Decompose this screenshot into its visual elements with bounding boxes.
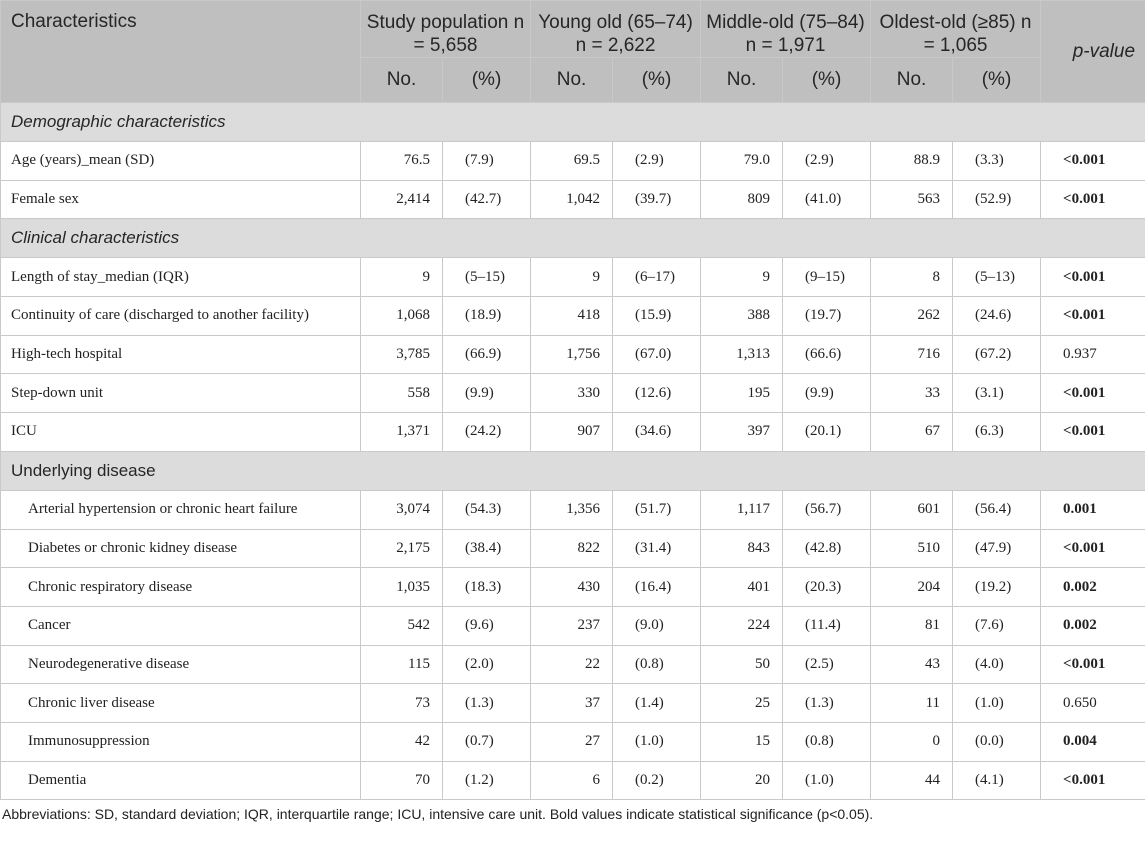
- cell-p-value: 0.937: [1041, 335, 1145, 374]
- table-row: [1, 297, 1145, 336]
- cell-percent: (6.3): [953, 413, 1041, 452]
- cell-percent: (7.6): [953, 606, 1041, 645]
- cell-count: 115: [361, 645, 443, 684]
- cell-percent: (1.0): [613, 722, 701, 761]
- cell-p-value: 0.002: [1041, 568, 1145, 607]
- cell-percent: (66.9): [443, 335, 531, 374]
- section-row: [1, 103, 1145, 142]
- table-row: [1, 142, 1145, 181]
- cell-percent: (66.6): [783, 335, 871, 374]
- cell-count: 809: [701, 180, 783, 219]
- section-row: [1, 219, 1145, 258]
- cell-p-value: <0.001: [1041, 142, 1145, 181]
- cell-count: 237: [531, 606, 613, 645]
- table-row: [1, 529, 1145, 568]
- cell-count: 27: [531, 722, 613, 761]
- cell-count: 8: [871, 258, 953, 297]
- cell-count: 716: [871, 335, 953, 374]
- cell-percent: (15.9): [613, 297, 701, 336]
- row-label: Dementia: [1, 761, 361, 800]
- header-middle-old: Middle-old (75–84) n = 1,971: [701, 1, 871, 58]
- header-no: No.: [531, 58, 613, 103]
- cell-count: 9: [701, 258, 783, 297]
- cell-count: 15: [701, 722, 783, 761]
- cell-p-value: <0.001: [1041, 529, 1145, 568]
- cell-percent: (1.0): [783, 761, 871, 800]
- cell-count: 542: [361, 606, 443, 645]
- cell-percent: (31.4): [613, 529, 701, 568]
- cell-count: 73: [361, 684, 443, 723]
- cell-percent: (18.3): [443, 568, 531, 607]
- cell-count: 43: [871, 645, 953, 684]
- cell-count: 843: [701, 529, 783, 568]
- cell-count: 1,313: [701, 335, 783, 374]
- cell-count: 558: [361, 374, 443, 413]
- table-row: [1, 413, 1145, 452]
- cell-count: 81: [871, 606, 953, 645]
- table-row: [1, 374, 1145, 413]
- header-p-value: p-value: [1041, 1, 1145, 103]
- cell-percent: (24.2): [443, 413, 531, 452]
- cell-percent: (2.9): [783, 142, 871, 181]
- header-study-population: Study population n = 5,658: [361, 1, 531, 58]
- cell-count: 50: [701, 645, 783, 684]
- section-heading: Demographic characteristics: [1, 103, 1145, 142]
- cell-percent: (16.4): [613, 568, 701, 607]
- row-label: Chronic liver disease: [1, 684, 361, 723]
- cell-count: 601: [871, 490, 953, 529]
- cell-count: 3,785: [361, 335, 443, 374]
- header-young-old: Young old (65–74) n = 2,622: [531, 1, 701, 58]
- table-row: [1, 761, 1145, 800]
- cell-percent: (5–15): [443, 258, 531, 297]
- cell-count: 1,068: [361, 297, 443, 336]
- cell-count: 1,356: [531, 490, 613, 529]
- header-pct: (%): [613, 58, 701, 103]
- table-body: [1, 103, 1145, 800]
- table-row: [1, 606, 1145, 645]
- cell-count: 79.0: [701, 142, 783, 181]
- cell-p-value: <0.001: [1041, 761, 1145, 800]
- row-label: ICU: [1, 413, 361, 452]
- cell-percent: (7.9): [443, 142, 531, 181]
- header-characteristics: Characteristics: [1, 1, 361, 103]
- cell-percent: (1.2): [443, 761, 531, 800]
- row-label: Age (years)_mean (SD): [1, 142, 361, 181]
- cell-count: 1,035: [361, 568, 443, 607]
- cell-percent: (0.7): [443, 722, 531, 761]
- cell-percent: (11.4): [783, 606, 871, 645]
- row-label: Cancer: [1, 606, 361, 645]
- header-pct: (%): [783, 58, 871, 103]
- cell-count: 204: [871, 568, 953, 607]
- cell-count: 3,074: [361, 490, 443, 529]
- cell-percent: (6–17): [613, 258, 701, 297]
- cell-count: 20: [701, 761, 783, 800]
- header-no: No.: [361, 58, 443, 103]
- cell-count: 9: [531, 258, 613, 297]
- cell-count: 1,042: [531, 180, 613, 219]
- cell-count: 1,371: [361, 413, 443, 452]
- cell-count: 262: [871, 297, 953, 336]
- row-label: Female sex: [1, 180, 361, 219]
- cell-percent: (20.1): [783, 413, 871, 452]
- cell-percent: (9.9): [443, 374, 531, 413]
- cell-count: 563: [871, 180, 953, 219]
- cell-percent: (0.8): [613, 645, 701, 684]
- cell-count: 1,117: [701, 490, 783, 529]
- cell-p-value: 0.650: [1041, 684, 1145, 723]
- table-footnote: Abbreviations: SD, standard deviation; IQR, interquartile range; ICU, intensive care unit. Bold values indicate statistical significance (p<0.05).: [2, 806, 874, 823]
- section-heading: Underlying disease: [1, 451, 1145, 490]
- cell-percent: (2.9): [613, 142, 701, 181]
- cell-count: 76.5: [361, 142, 443, 181]
- row-label: Immunosuppression: [1, 722, 361, 761]
- cell-percent: (0.0): [953, 722, 1041, 761]
- cell-count: 224: [701, 606, 783, 645]
- cell-percent: (34.6): [613, 413, 701, 452]
- cell-percent: (12.6): [613, 374, 701, 413]
- cell-count: 195: [701, 374, 783, 413]
- cell-percent: (0.2): [613, 761, 701, 800]
- cell-percent: (56.7): [783, 490, 871, 529]
- cell-percent: (67.0): [613, 335, 701, 374]
- cell-p-value: <0.001: [1041, 180, 1145, 219]
- row-label: Length of stay_median (IQR): [1, 258, 361, 297]
- cell-percent: (19.7): [783, 297, 871, 336]
- row-label: Continuity of care (discharged to another facility): [1, 297, 361, 336]
- row-label: Diabetes or chronic kidney disease: [1, 529, 361, 568]
- cell-p-value: <0.001: [1041, 258, 1145, 297]
- cell-p-value: <0.001: [1041, 645, 1145, 684]
- cell-count: 33: [871, 374, 953, 413]
- cell-count: 0: [871, 722, 953, 761]
- cell-count: 6: [531, 761, 613, 800]
- cell-p-value: 0.001: [1041, 490, 1145, 529]
- cell-count: 330: [531, 374, 613, 413]
- cell-count: 822: [531, 529, 613, 568]
- table-row: [1, 335, 1145, 374]
- cell-percent: (9.9): [783, 374, 871, 413]
- header-no: No.: [701, 58, 783, 103]
- cell-count: 37: [531, 684, 613, 723]
- cell-percent: (2.0): [443, 645, 531, 684]
- header-no: No.: [871, 58, 953, 103]
- cell-count: 388: [701, 297, 783, 336]
- cell-percent: (54.3): [443, 490, 531, 529]
- section-heading: Clinical characteristics: [1, 219, 1145, 258]
- cell-percent: (42.7): [443, 180, 531, 219]
- row-label: Neurodegenerative disease: [1, 645, 361, 684]
- cell-count: 510: [871, 529, 953, 568]
- cell-count: 907: [531, 413, 613, 452]
- table-row: [1, 568, 1145, 607]
- cell-count: 397: [701, 413, 783, 452]
- cell-percent: (51.7): [613, 490, 701, 529]
- cell-percent: (1.4): [613, 684, 701, 723]
- cell-count: 2,175: [361, 529, 443, 568]
- table-row: [1, 645, 1145, 684]
- cell-percent: (1.0): [953, 684, 1041, 723]
- table-row: [1, 258, 1145, 297]
- row-label: Arterial hypertension or chronic heart failure: [1, 490, 361, 529]
- cell-percent: (19.2): [953, 568, 1041, 607]
- cell-count: 22: [531, 645, 613, 684]
- cell-percent: (2.5): [783, 645, 871, 684]
- row-label: High-tech hospital: [1, 335, 361, 374]
- cell-percent: (3.3): [953, 142, 1041, 181]
- cell-percent: (20.3): [783, 568, 871, 607]
- cell-percent: (38.4): [443, 529, 531, 568]
- cell-percent: (56.4): [953, 490, 1041, 529]
- cell-percent: (42.8): [783, 529, 871, 568]
- cell-percent: (9–15): [783, 258, 871, 297]
- cell-count: 44: [871, 761, 953, 800]
- cell-count: 401: [701, 568, 783, 607]
- cell-percent: (18.9): [443, 297, 531, 336]
- header-pct: (%): [953, 58, 1041, 103]
- cell-percent: (52.9): [953, 180, 1041, 219]
- cell-percent: (9.6): [443, 606, 531, 645]
- cell-count: 1,756: [531, 335, 613, 374]
- cell-percent: (1.3): [443, 684, 531, 723]
- cell-percent: (4.0): [953, 645, 1041, 684]
- cell-p-value: <0.001: [1041, 413, 1145, 452]
- cell-count: 11: [871, 684, 953, 723]
- cell-percent: (39.7): [613, 180, 701, 219]
- cell-percent: (41.0): [783, 180, 871, 219]
- header-pct: (%): [443, 58, 531, 103]
- table-row: [1, 722, 1145, 761]
- section-row: [1, 451, 1145, 490]
- cell-count: 88.9: [871, 142, 953, 181]
- cell-percent: (0.8): [783, 722, 871, 761]
- table-row: [1, 684, 1145, 723]
- cell-percent: (67.2): [953, 335, 1041, 374]
- cell-count: 9: [361, 258, 443, 297]
- cell-count: 70: [361, 761, 443, 800]
- row-label: Step-down unit: [1, 374, 361, 413]
- cell-count: 42: [361, 722, 443, 761]
- cell-p-value: 0.004: [1041, 722, 1145, 761]
- header-oldest-old: Oldest-old (≥85) n = 1,065: [871, 1, 1041, 58]
- cell-count: 67: [871, 413, 953, 452]
- cell-count: 25: [701, 684, 783, 723]
- cell-percent: (47.9): [953, 529, 1041, 568]
- cell-percent: (5–13): [953, 258, 1041, 297]
- cell-count: 69.5: [531, 142, 613, 181]
- table-row: [1, 180, 1145, 219]
- cell-percent: (24.6): [953, 297, 1041, 336]
- cell-count: 418: [531, 297, 613, 336]
- table-row: [1, 490, 1145, 529]
- cell-p-value: <0.001: [1041, 297, 1145, 336]
- cell-count: 430: [531, 568, 613, 607]
- cell-count: 2,414: [361, 180, 443, 219]
- table-header: [1, 1, 1145, 103]
- cell-p-value: 0.002: [1041, 606, 1145, 645]
- row-label: Chronic respiratory disease: [1, 568, 361, 607]
- cell-percent: (3.1): [953, 374, 1041, 413]
- cell-percent: (1.3): [783, 684, 871, 723]
- cell-p-value: <0.001: [1041, 374, 1145, 413]
- cell-percent: (9.0): [613, 606, 701, 645]
- cell-percent: (4.1): [953, 761, 1041, 800]
